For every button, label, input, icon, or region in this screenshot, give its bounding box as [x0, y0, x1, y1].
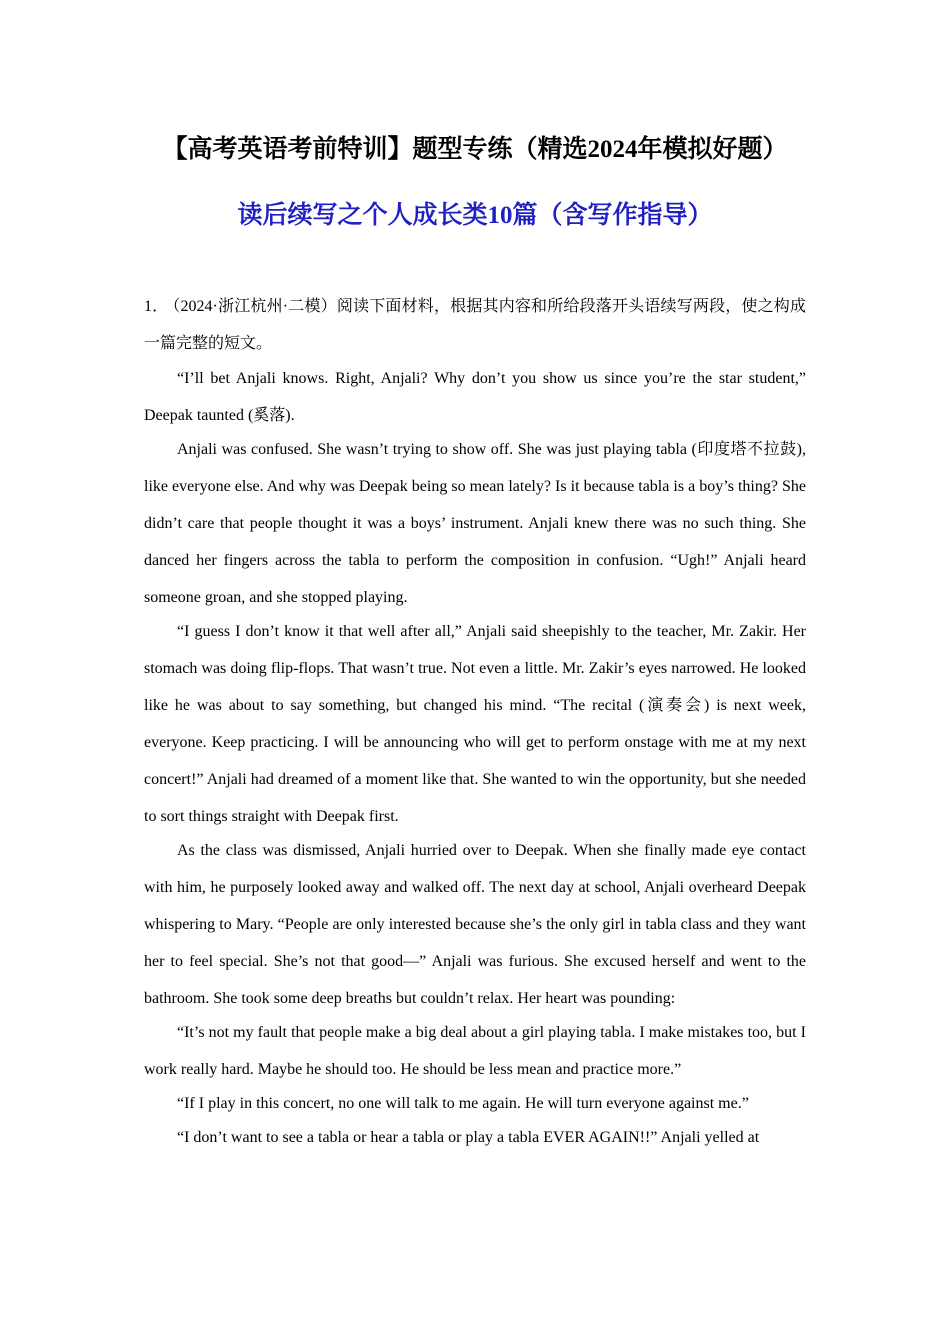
- question-instruction-text: （2024·浙江杭州·二模）阅读下面材料，根据其内容和所给段落开头语续写两段，使之构成一篇完整的短文。: [144, 298, 806, 352]
- paragraph-4: As the class was dismissed, Anjali hurried over to Deepak. When she finally made eye contact with him, he purposely looked away and walked off. The next day at school, Anjali overheard Deepak whispering to Mary. “People are only interested because she’s the only girl in tabla class and they want her to feel special. She’s not that good—” Anjali was furious. She excused herself and went to the bathroom. She took some deep breaths but couldn’t relax. Her heart was pounding:: [144, 842, 806, 1007]
- paragraph-5: “It’s not my fault that people make a big deal about a girl playing tabla. I make mistakes too, but I work really hard. Maybe he should too. He should be less mean and practice more.”: [144, 1024, 806, 1078]
- paragraph-7: “I don’t want to see a tabla or hear a tabla or play a tabla EVER AGAIN!!” Anjali yelled at: [177, 1129, 760, 1146]
- paragraph-6: “If I play in this concert, no one will talk to me again. He will turn everyone against me.”: [177, 1095, 749, 1112]
- document-subtitle: 读后续写之个人成长类10篇（含写作指导）: [237, 202, 713, 229]
- question-instruction: [144, 288, 806, 362]
- document-title: 【高考英语考前特训】题型专练（精选2024年模拟好题）: [162, 136, 788, 163]
- paragraph-1: “I’ll bet Anjali knows. Right, Anjali? Why don’t you show us since you’re the star student,” Deepak taunted (奚落).: [144, 370, 806, 424]
- paragraph-2: Anjali was confused. She wasn’t trying to show off. She was just playing tabla (印度塔不拉鼓), like everyone else. And why was Deepak being so mean lately? Is it because tabla is a boy’s thing? She didn’t care that people thought it was a boys’ instrument. Anjali knew there was no such thing. She danced her fingers across the tabla to perform the composition in confusion. “Ugh!” Anjali heard someone groan, and she stopped playing.: [144, 441, 806, 606]
- document-body: [144, 288, 806, 1156]
- paragraph-3: “I guess I don’t know it that well after all,” Anjali said sheepishly to the teacher, Mr. Zakir. Her stomach was doing flip-flops. That wasn’t true. Not even a little. Mr. Zakir’s eyes narrowed. He looked like he was about to say something, but changed his mind. “The recital (演奏会) is next week, everyone. Keep practicing. I will be announcing who will get to perform onstage with me at my next concert!” Anjali had dreamed of a moment like that. She wanted to win the opportunity, but she needed to sort things straight with Deepak first.: [144, 623, 806, 825]
- question-number: 1．: [144, 298, 169, 315]
